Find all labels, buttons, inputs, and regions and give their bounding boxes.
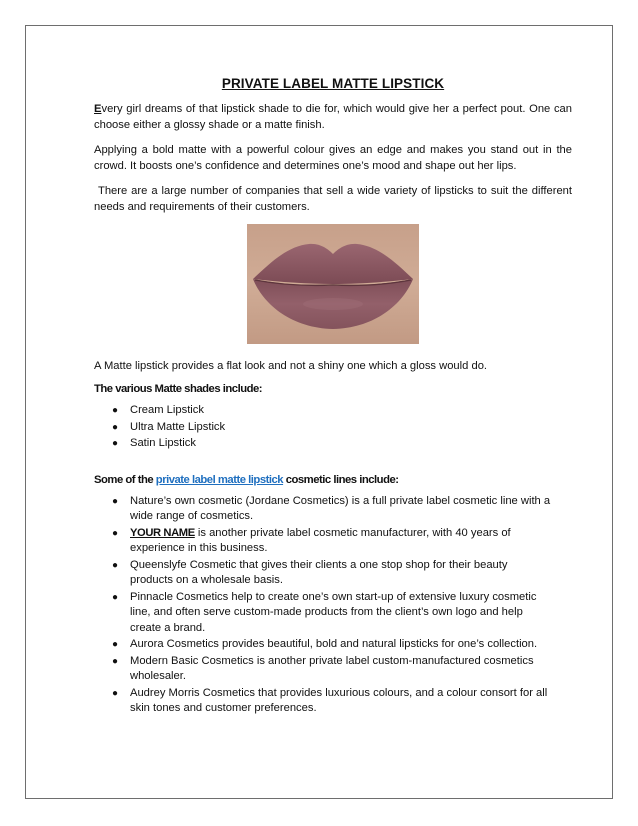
intro-text: very girl dreams of that lipstick shade to die for, which would give her a perfect pout. One can choose either a glossy shade or a matte finish.: [94, 103, 572, 131]
bullet-icon: ●: [112, 438, 119, 449]
bullet-icon: ●: [112, 591, 119, 603]
list-item: ● Satin Lipstick: [94, 436, 572, 452]
document-body: [94, 76, 576, 739]
list-item: ● Aurora Cosmetics provides beautiful, bold and natural lipsticks for one’s collection.: [94, 637, 572, 653]
list-item: ● Nature’s own cosmetic (Jordane Cosmetics) is a full private label cosmetic line with a wide range of cosmetics.: [112, 494, 551, 522]
private-label-link[interactable]: private label matte lipstick: [155, 473, 284, 486]
page-title: PRIVATE LABEL MATTE LIPSTICK: [221, 76, 445, 91]
bullet-icon: ●: [112, 655, 119, 667]
intro-dropcap: E: [94, 103, 102, 115]
matte-lips-image: [247, 224, 419, 344]
list-item: ● Cream Lipstick: [94, 403, 572, 419]
paragraph-2: Applying a bold matte with a powerful colour gives an edge and makes you stand out in the crowd. It boosts one’s confidence and determines one’s mood and shape out her lips.: [94, 144, 572, 172]
bullet-icon: ●: [112, 687, 119, 699]
list-item: ● Audrey Morris Cosmetics that provides luxurious colours, and a colour consort for all skin tones and customer preferences.: [112, 686, 548, 714]
bullet-icon: ●: [112, 559, 119, 571]
paragraph-3: There are a large number of companies that sell a wide variety of lipsticks to suit the different needs and requirements of their customers.: [94, 185, 576, 213]
shades-heading: The various Matte shades include:: [94, 383, 263, 395]
shades-list: [94, 403, 572, 452]
bullet-icon: ●: [112, 495, 119, 507]
bullet-icon: ●: [112, 405, 119, 416]
list-item: ● Queenslyfe Cosmetic that gives their clients a one stop shop for their beauty products on a wholesale basis.: [112, 558, 508, 586]
list-item: ● Modern Basic Cosmetics is another private label custom-manufactured cosmetics wholesaler.: [112, 654, 534, 682]
bullet-icon: ●: [112, 527, 119, 539]
list-item: ● Pinnacle Cosmetics help to create one’s own start-up of extensive luxury cosmetic line, and often serve custom-made products from the client’s own logo and help create a brand.: [112, 590, 537, 634]
cosmetic-lines-list: [94, 494, 572, 717]
your-name-placeholder: YOUR NAME: [130, 526, 195, 539]
intro-paragraph: [94, 101, 572, 133]
cosmetic-lines-heading: Some of the private label matte lipstick cosmetic lines include:: [94, 473, 399, 486]
list-item: ● YOUR NAME is another private label cosmetic manufacturer, with 40 years of experience in this business.: [112, 526, 511, 554]
list-item: ● Ultra Matte Lipstick: [94, 420, 572, 436]
bullet-icon: ●: [112, 639, 119, 650]
bullet-icon: ●: [112, 421, 119, 433]
page-frame: [25, 25, 613, 799]
paragraph-4: A Matte lipstick provides a flat look and not a shiny one which a gloss would do.: [94, 360, 488, 372]
